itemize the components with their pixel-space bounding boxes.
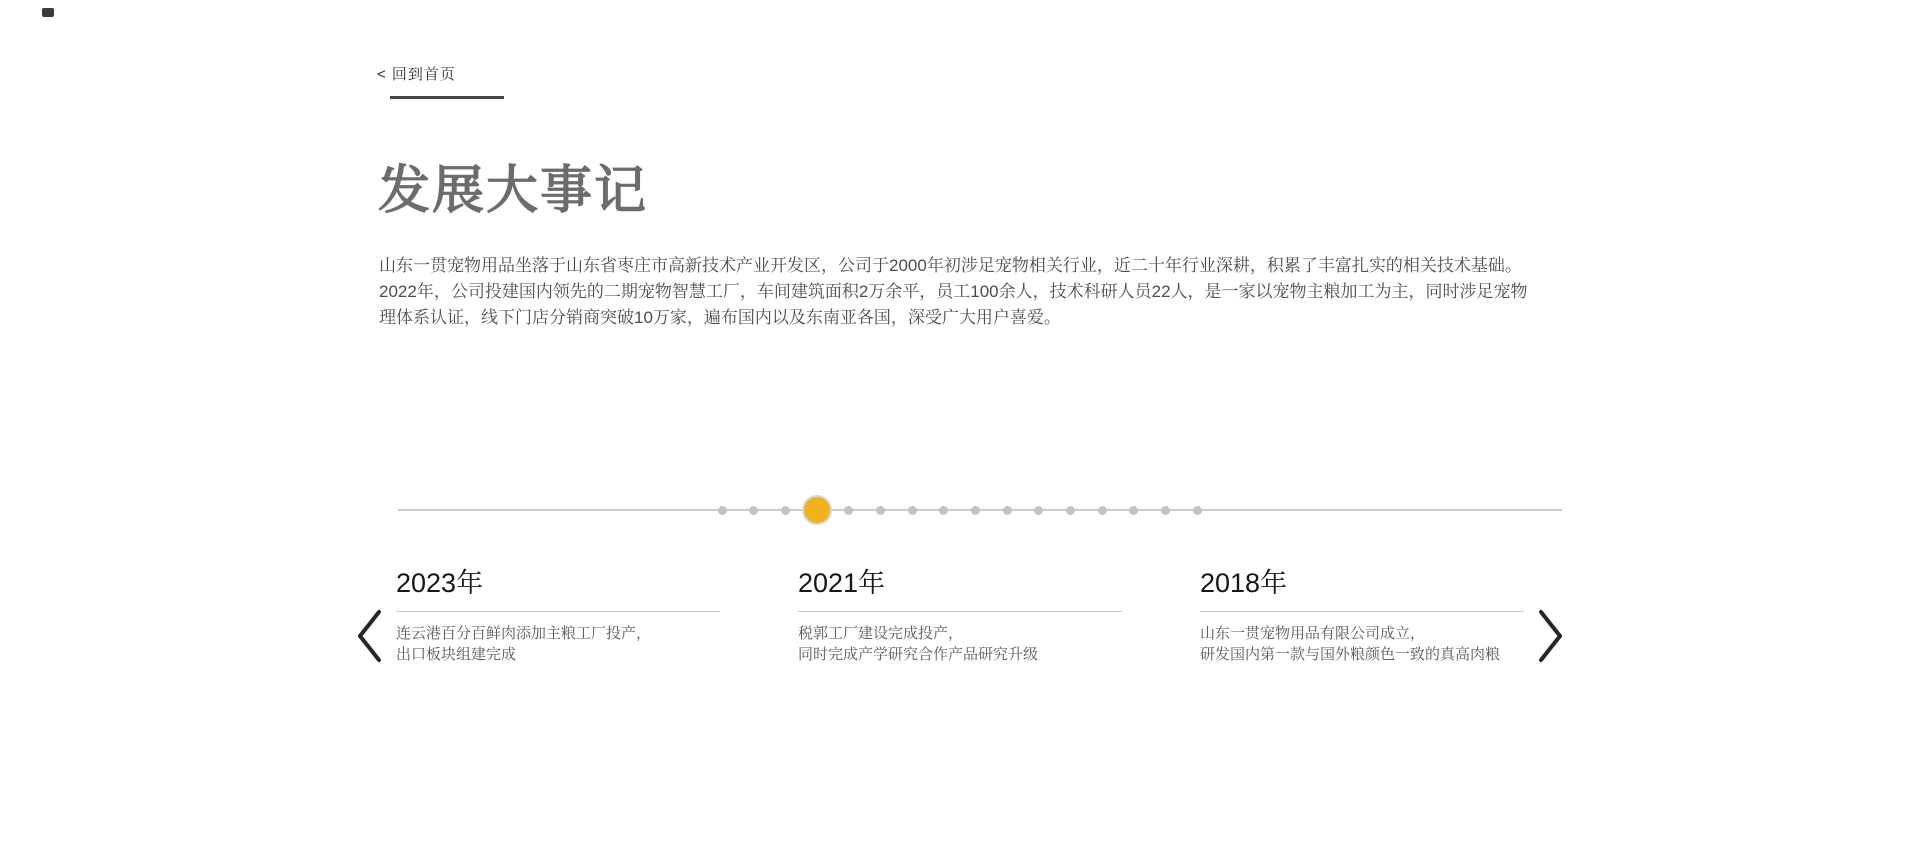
milestone-description: [798, 623, 1122, 665]
timeline-dot[interactable]: [908, 506, 917, 515]
timeline-dot[interactable]: [939, 506, 948, 515]
timeline-dot[interactable]: [1034, 506, 1043, 515]
intro-line: 山东一贯宠物用品坐落于山东省枣庄市高新技术产业开发区，公司于2000年初涉足宠物相关行业，近二十年行业深耕，积累了丰富扎实的相关技术基础。: [379, 256, 1522, 275]
timeline-dot[interactable]: [1161, 506, 1170, 515]
timeline-dot[interactable]: [1066, 506, 1075, 515]
milestone-desc-line: 出口板块组建完成: [396, 646, 517, 663]
milestone-card: [396, 566, 720, 665]
intro-line: 2022年，公司投建国内领先的二期宠物智慧工厂，车间建筑面积2万余平，员工100余人，技术科研人员22人，是一家以宠物主粮加工为主，同时涉足宠物: [379, 282, 1528, 301]
timeline-dot[interactable]: [1129, 506, 1138, 515]
back-home-link[interactable]: < 回到首页: [377, 66, 456, 83]
milestone-year: 2018年: [1200, 568, 1288, 598]
chevron-left-icon: [356, 652, 382, 667]
timeline-dot[interactable]: [1003, 506, 1012, 515]
timeline-dot-active[interactable]: [804, 497, 830, 523]
intro-line: 理体系认证，线下门店分销商突破10万家，遍布国内以及东南亚各国，深受广大用户喜爱。: [379, 308, 1061, 327]
back-link-underline: [390, 96, 504, 99]
timeline-dot[interactable]: [749, 506, 758, 515]
milestone-divider: [396, 611, 720, 612]
chevron-right-icon: [1538, 652, 1564, 667]
milestone-desc-line: 同时完成产学研究合作产品研究升级: [798, 646, 1039, 663]
timeline: [0, 484, 1920, 536]
timeline-dot[interactable]: [781, 506, 790, 515]
next-arrow-button[interactable]: [1538, 608, 1564, 664]
timeline-dot[interactable]: [971, 506, 980, 515]
milestone-card: [798, 566, 1122, 665]
timeline-dot[interactable]: [1193, 506, 1202, 515]
page-title: 发展大事记: [378, 162, 649, 220]
timeline-dot[interactable]: [718, 506, 727, 515]
timeline-dot[interactable]: [876, 506, 885, 515]
milestone-desc-line: 山东一贯宠物用品有限公司成立，: [1200, 625, 1426, 642]
top-left-artifact: [42, 8, 54, 17]
milestone-desc-line: 连云港百分百鲜肉添加主粮工厂投产，: [396, 625, 652, 642]
milestone-description: [1200, 623, 1524, 665]
timeline-track: [398, 509, 1562, 511]
milestone-description: [396, 623, 720, 665]
timeline-dot[interactable]: [844, 506, 853, 515]
milestone-card: [1200, 566, 1524, 665]
intro-paragraph: [379, 253, 1639, 331]
milestone-divider: [798, 611, 1122, 612]
timeline-dot[interactable]: [1098, 506, 1107, 515]
milestone-divider: [1200, 611, 1524, 612]
prev-arrow-button[interactable]: [356, 608, 382, 664]
milestone-year: 2021年: [798, 568, 886, 598]
milestone-year: 2023年: [396, 568, 484, 598]
milestone-desc-line: 税郭工厂建设完成投产，: [798, 625, 964, 642]
milestone-desc-line: 研发国内第一款与国外粮颜色一致的真高肉粮: [1200, 646, 1501, 663]
